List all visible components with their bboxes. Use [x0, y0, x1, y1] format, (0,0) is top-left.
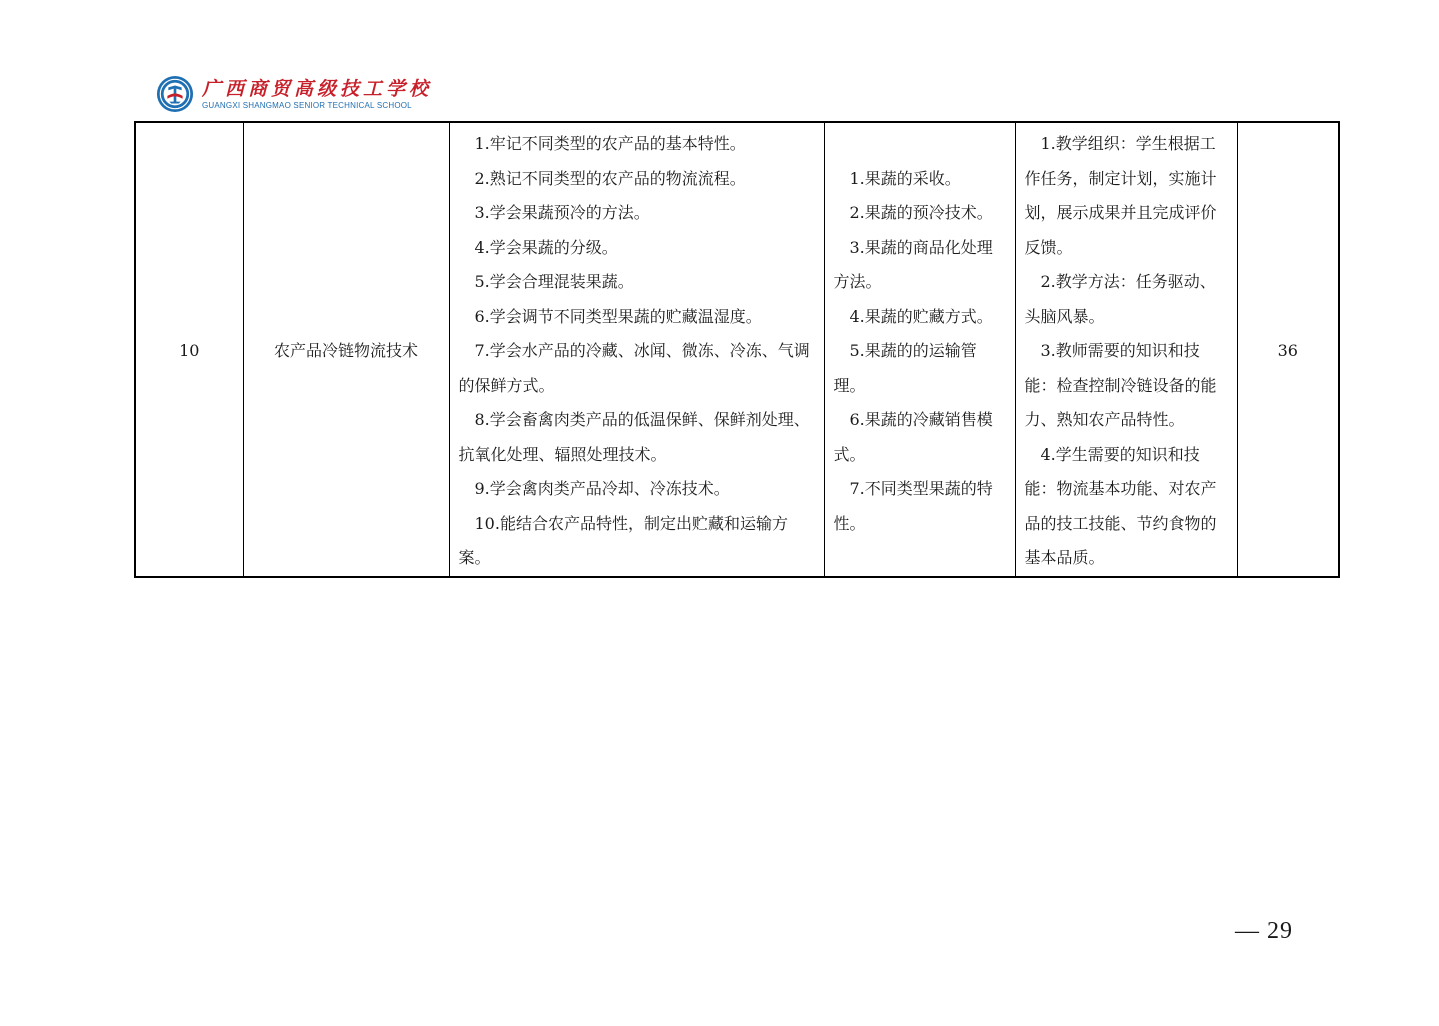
objective-item: 6.学会调节不同类型果蔬的贮藏温湿度。 — [474, 306, 762, 326]
page-number: — 29 — [1235, 918, 1293, 944]
content-item: 2.果蔬的预冷技术。 — [849, 203, 993, 222]
course-hours: 36 — [1237, 122, 1339, 577]
objective-item: 5.学会合理混装果蔬。 — [474, 272, 634, 291]
objective-item: 2.熟记不同类型的农产品的物流流程。 — [474, 168, 746, 188]
table-row — [135, 122, 1339, 577]
content-item: 3.果蔬的商品化处理方法。 — [833, 237, 993, 291]
objective-item: 3.学会果蔬预冷的方法。 — [474, 203, 650, 222]
content-item: 4.果蔬的贮藏方式。 — [849, 306, 993, 326]
content-item: 5.果蔬的的运输管理。 — [833, 341, 977, 395]
row-index: 10 — [135, 122, 243, 577]
teaching-item: 1.教学组织：学生根据工作任务，制定计划，实施计划，展示成果并且完成评价反馈。 — [1024, 134, 1217, 257]
objective-item: 9.学会禽肉类产品冷却、冷冻技术。 — [474, 479, 730, 498]
objective-item: 4.学会果蔬的分级。 — [474, 237, 618, 257]
course-table — [134, 121, 1340, 578]
school-emblem-icon — [156, 75, 194, 113]
objective-item: 1.牢记不同类型的农产品的基本特性。 — [474, 134, 746, 153]
objective-item: 7.学会水产品的冷藏、冰闻、微冻、冷冻、气调的保鲜方式。 — [458, 341, 810, 395]
school-name — [202, 78, 432, 111]
teaching-item: 3.教师需要的知识和技能：检查控制冷链设备的能力、熟知农产品特性。 — [1024, 341, 1217, 429]
content-item: 1.果蔬的采收。 — [849, 168, 961, 188]
school-name-cn: 广西商贸高级技工学校 — [202, 77, 433, 100]
school-name-en: GUANGXI SHANGMAO SENIOR TECHNICAL SCHOOL — [202, 100, 412, 110]
teaching-item: 4.学生需要的知识和技能：物流基本功能、对农产品的技工技能、节约食物的基本品质。 — [1024, 444, 1217, 567]
school-header — [156, 73, 432, 115]
course-contents — [824, 122, 1015, 577]
course-name: 农产品冷链物流技术 — [243, 122, 449, 577]
content-item: 6.果蔬的冷藏销售模式。 — [833, 410, 993, 464]
objective-item: 8.学会畜禽肉类产品的低温保鲜、保鲜剂处理、抗氧化处理、辐照处理技术。 — [458, 410, 810, 464]
teaching-item: 2.教学方法：任务驱动、头脑风暴。 — [1024, 272, 1216, 326]
teaching-suggestions — [1015, 122, 1237, 577]
objective-item: 10.能结合农产品特性，制定出贮藏和运输方案。 — [458, 513, 788, 567]
learning-objectives — [449, 122, 824, 577]
content-item: 7.不同类型果蔬的特性。 — [833, 479, 993, 533]
